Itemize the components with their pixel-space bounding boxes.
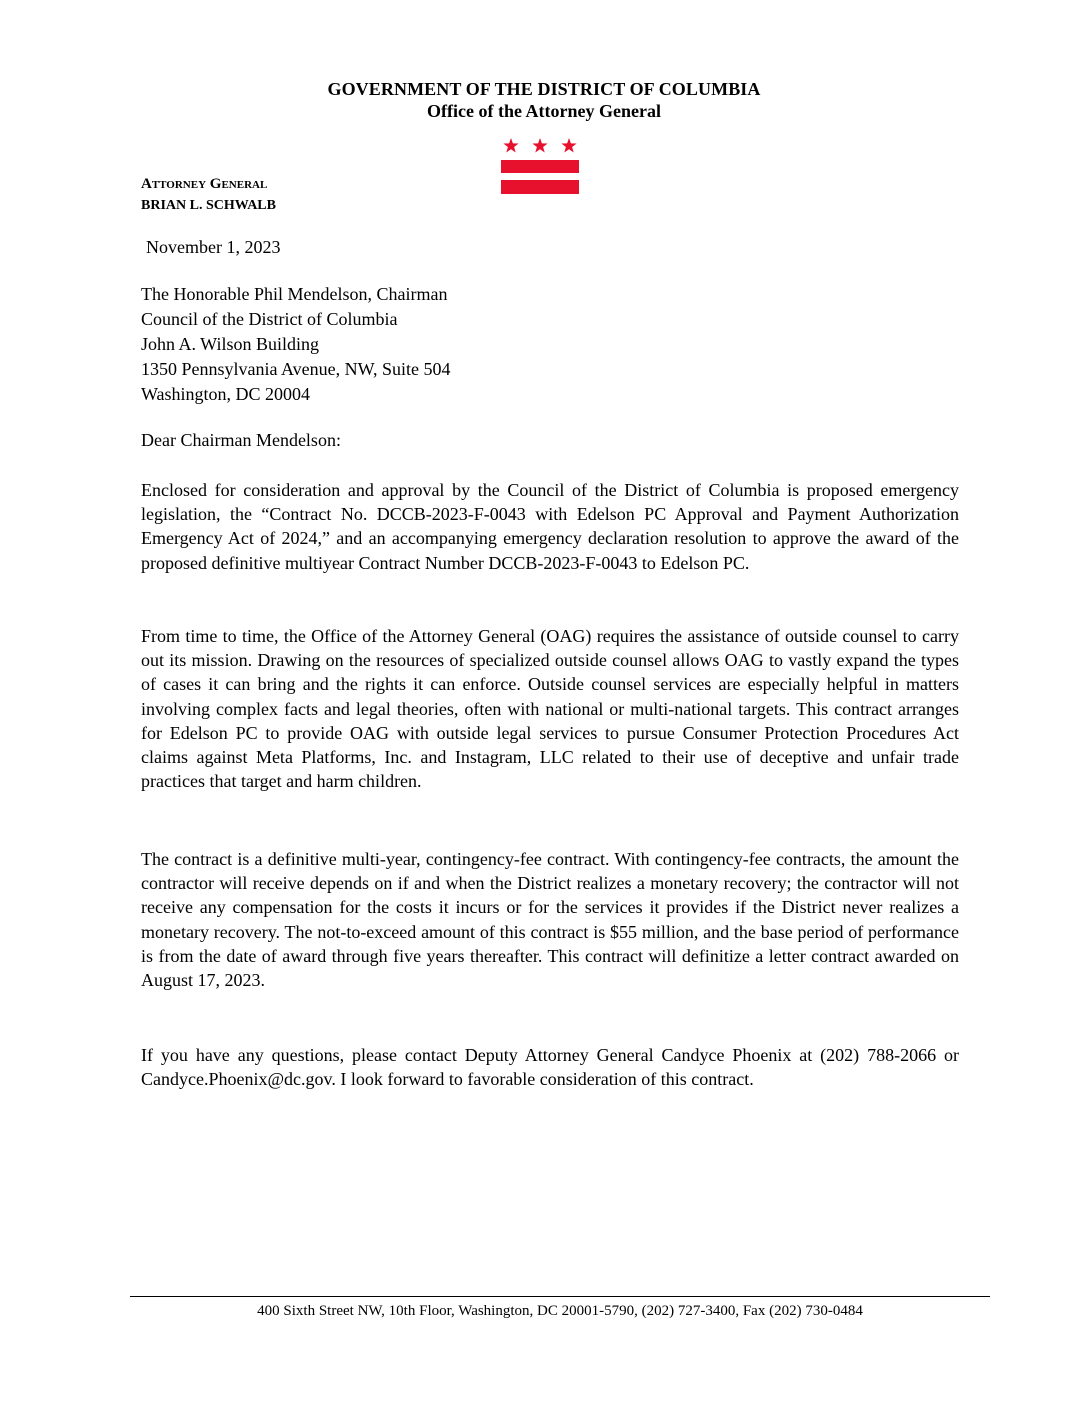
body-paragraph: From time to time, the Office of the Attorney General (OAG) requires the assistance of outside counsel to carry out its mission. Drawing on the resources of specialized outside counsel allows OAG to vastly expand the types of cases it can bring and the rights it can enforce. Outside counsel services are especially helpful in matters involving complex facts and legal theories, often with national or multi-national targets. This contract arranges for Edelson PC to provide OAG with outside legal services to pursue Consumer Protection Procedures Act claims against Meta Platforms, Inc. and Instagram, LLC related to their use of deceptive and unfair trade practices that target and harm children.	[141, 626, 959, 792]
address-line: Council of the District of Columbia	[141, 309, 398, 329]
star-icon	[561, 138, 576, 153]
star-icon	[532, 138, 547, 153]
dc-flag-icon	[501, 136, 581, 198]
address-line: The Honorable Phil Mendelson, Chairman	[141, 284, 448, 304]
office-heading: Office of the Attorney General	[427, 101, 661, 121]
attorney-general-block	[141, 174, 276, 216]
letter-date: November 1, 2023	[146, 237, 281, 257]
body-paragraph: If you have any questions, please contact Deputy Attorney General Candyce Phoenix at (202) 788-2066 or Candyce.Phoenix@dc.gov. I look forward to favorable consideration of this contract.	[141, 1045, 959, 1090]
letterhead	[0, 78, 1088, 122]
address-line: 1350 Pennsylvania Avenue, NW, Suite 504	[141, 359, 451, 379]
footer-address: 400 Sixth Street NW, 10th Floor, Washington, DC 20001-5790, (202) 727-3400, Fax (202) 730-0484	[257, 1303, 863, 1319]
body-paragraph: The contract is a definitive multi-year, contingency-fee contract. With contingency-fee contracts, the amount the contractor will receive depends on if and when the District realizes a monetary recovery; the contractor will not receive any compensation for the costs it incurs or for the services it provides if the District never realizes a monetary recovery. The not-to-exceed amount of this contract is $55 million, and the base period of performance is from the date of award through five years thereafter. This contract will definitize a letter contract awarded on August 17, 2023.	[141, 849, 959, 991]
footer-divider	[130, 1296, 990, 1297]
attorney-general-name: BRIAN L. SCHWALB	[141, 198, 276, 213]
flag-bar-top	[501, 160, 579, 173]
government-heading: GOVERNMENT OF THE DISTRICT OF COLUMBIA	[327, 79, 761, 99]
attorney-general-title: Attorney General	[141, 176, 268, 192]
recipient-address	[141, 282, 450, 407]
flag-bar-bottom	[501, 180, 579, 194]
body-paragraph: Enclosed for consideration and approval by the Council of the District of Columbia is proposed emergency legislation, the “Contract No. DCCB-2023-F-0043 with Edelson PC Approval and Payment Authorization Emergency Act of 2024,” and an accompanying emergency declaration resolution to approve the award of the proposed definitive multiyear Contract Number DCCB-2023-F-0043 to Edelson PC.	[141, 480, 959, 573]
star-icon	[503, 138, 518, 153]
address-line: Washington, DC 20004	[141, 384, 311, 404]
salutation: Dear Chairman Mendelson:	[141, 430, 341, 450]
address-line: John A. Wilson Building	[141, 334, 319, 354]
